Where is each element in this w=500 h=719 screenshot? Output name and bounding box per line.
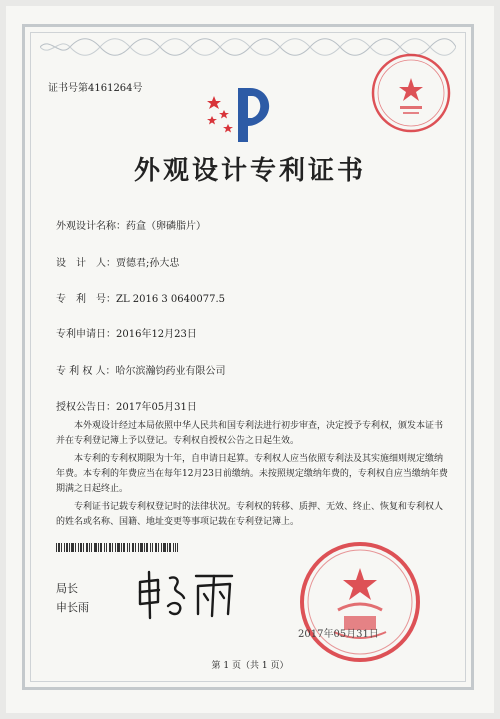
field-value: 哈尔滨瀚钧药业有限公司 [115,366,226,377]
field-label: 专 利 权 人： [56,366,116,377]
field-application-date [56,325,197,340]
page-number: 第 1 页（共 1 页） [211,661,289,671]
field-design-name [56,217,206,232]
field-value: 药盒（卵磷脂片） [126,221,206,232]
field-value: ZL 2016 3 0640077.5 [116,294,226,305]
field-label: 专利申请日： [56,329,116,340]
patent-office-emblem [204,82,282,146]
paragraph-legal-status: 专利证书记载专利权登记时的法律状况。专利权的转移、质押、无效、终止、恢复和专利权人的姓名或名称、国籍、地址变更等事项记载在专利登记簿上。 [56,502,444,527]
field-designers [56,254,179,269]
field-value: 2016年12月23日 [116,329,197,340]
field-value: 2017年05月31日 [116,402,197,413]
certificate-number: 证书号第4161264号 [48,83,143,94]
certificate-title: 外观设计专利证书 [133,156,366,186]
red-official-seal [298,540,422,664]
field-label: 授权公告日： [56,402,116,413]
director-title: 局长 [56,582,78,595]
paragraph-grant: 本外观设计经过本局依照中华人民共和国专利法进行初步审查，决定授予专利权，颁发本证书并在专利登记簿上予以登记。专利权自授权公告之日起生效。 [56,421,444,446]
field-label: 外观设计名称： [56,221,126,232]
field-label: 专 利 号： [56,294,116,305]
field-grant-date [56,398,197,413]
certificate-body [56,419,448,533]
field-label: 设 计 人： [56,258,116,269]
red-seal-top [370,52,452,134]
director-name: 申长雨 [56,601,89,614]
barcode [56,543,178,552]
paragraph-term: 本专利的专利权期限为十年，自申请日起算。专利权人应当依照专利法及其实施细则规定缴纳年费。本专利的年费应当在每年12月23日前缴纳。未按照规定缴纳年费的，专利权自应当缴纳年费期满之日起终止。 [56,454,448,494]
seal-date: 2017年05月31日 [298,629,379,640]
field-value: 贾德君;孙大忠 [116,258,180,269]
field-patentee [56,362,226,377]
handwritten-signature [132,568,242,622]
field-patent-number [56,290,225,305]
